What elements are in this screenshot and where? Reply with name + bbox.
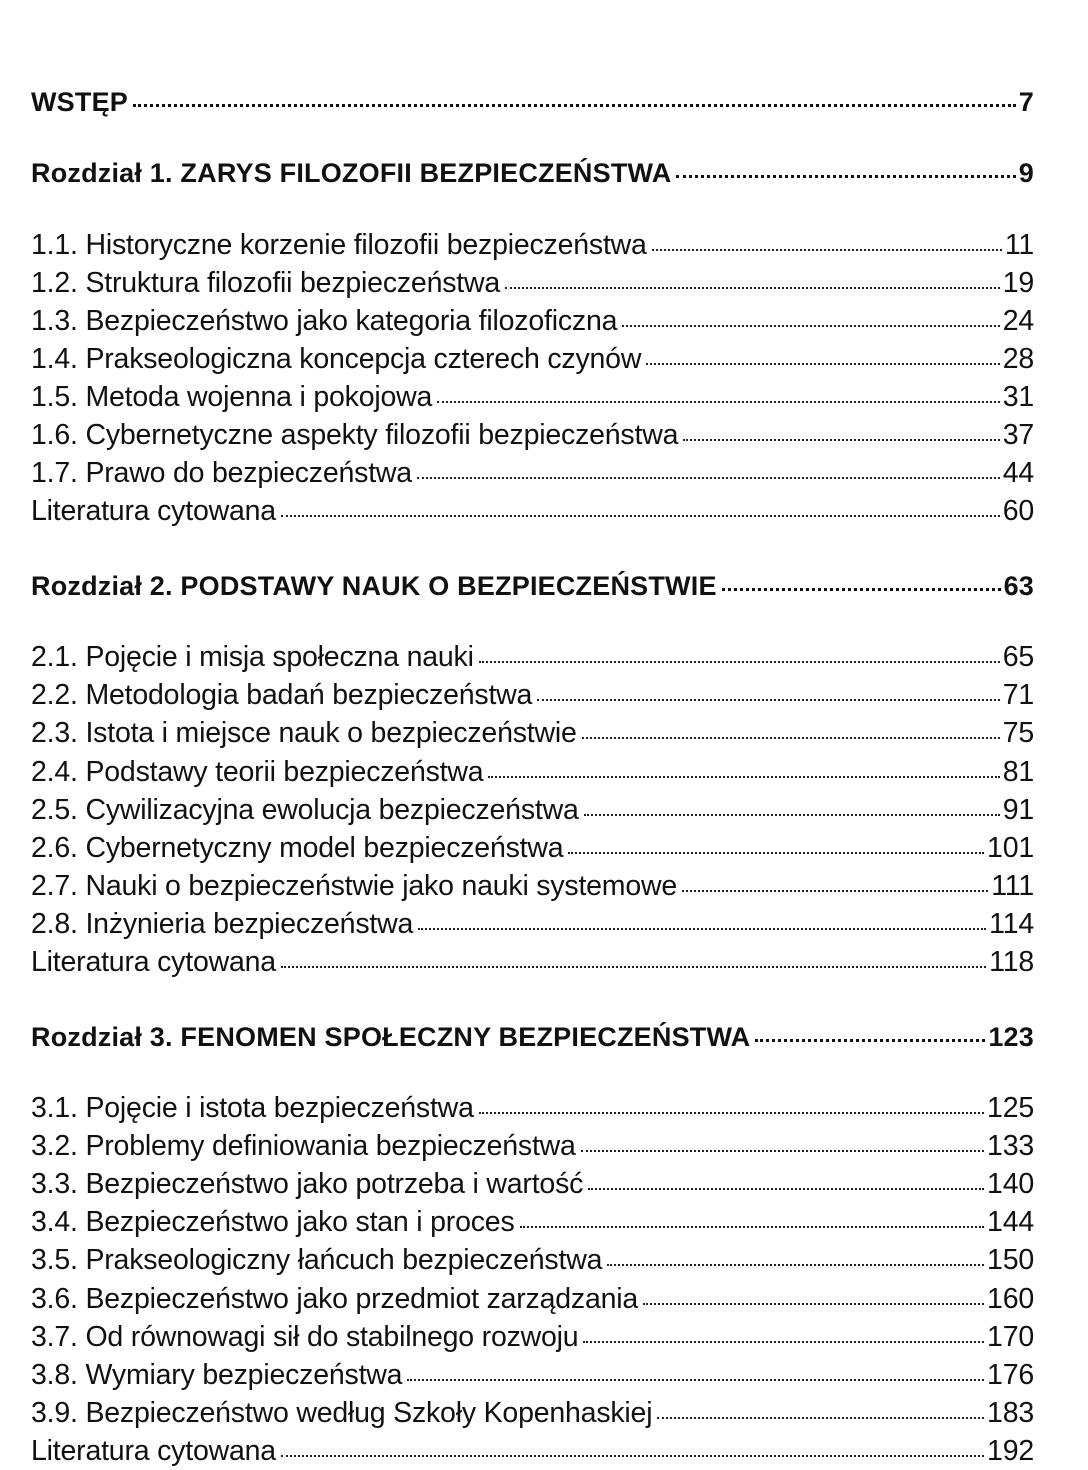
toc-page-number: 60 — [1002, 495, 1034, 528]
toc-page-number: 24 — [1002, 304, 1034, 337]
toc-page-number: 101 — [987, 831, 1034, 864]
toc-entry — [31, 638, 1034, 676]
toc-entry-title: Literatura cytowana — [31, 946, 276, 978]
dot-leader — [583, 1317, 984, 1346]
toc-entry-title: 3.4. Bezpieczeństwo jako stan i proces — [31, 1206, 515, 1239]
dot-leader — [755, 1019, 985, 1046]
dot-leader — [646, 339, 999, 368]
toc-page-number: 170 — [987, 1320, 1034, 1353]
dot-leader — [584, 790, 1000, 819]
toc-page-number: 75 — [1002, 717, 1034, 750]
toc-page-number: 133 — [987, 1130, 1034, 1163]
toc-page-number: 91 — [1002, 793, 1034, 826]
toc-entry-title: 3.7. Od równowagi sił do stabilnego rozwoju — [31, 1320, 579, 1353]
toc-page-number: 183 — [987, 1396, 1034, 1429]
dot-leader — [722, 568, 1001, 595]
toc-entry-title: 2.7. Nauki o bezpieczeństwie jako nauki systemowe — [31, 869, 678, 902]
toc-page-number: 63 — [1003, 570, 1034, 601]
dot-leader — [683, 415, 999, 444]
toc-chapter-heading — [31, 1019, 1034, 1053]
toc-entry — [31, 339, 1034, 377]
toc-entry — [31, 904, 1034, 942]
toc-entry — [31, 790, 1034, 828]
toc-entry — [31, 225, 1034, 263]
toc-entry-title: 2.8. Inżynieria bezpieczeństwa — [31, 907, 414, 940]
toc-entry — [31, 415, 1034, 453]
toc-entry-title: 3.5. Prakseologiczny łańcuch bezpieczeństwa — [31, 1244, 603, 1277]
dot-leader — [537, 676, 999, 705]
toc-entry-title: 1.2. Struktura filozofii bezpieczeństwa — [31, 266, 501, 299]
toc-page-number: 144 — [987, 1206, 1034, 1239]
toc-entry — [31, 454, 1034, 492]
toc-entry — [31, 377, 1034, 415]
dot-leader — [479, 638, 1000, 667]
toc-entry — [31, 1127, 1034, 1165]
toc-entry-title: 2.1. Pojęcie i misja społeczna nauki — [31, 641, 474, 674]
toc-entry — [31, 1203, 1034, 1241]
toc-page-number: 11 — [1004, 228, 1034, 261]
toc-entry — [31, 492, 1034, 530]
toc-page-number: 150 — [987, 1244, 1034, 1277]
toc-page-number: 192 — [987, 1434, 1034, 1467]
toc-entry-title: 1.3. Bezpieczeństwo jako kategoria filozoficzna — [31, 304, 618, 337]
dot-leader — [607, 1241, 984, 1270]
dot-leader — [281, 492, 1000, 521]
toc-page-number: 111 — [991, 869, 1034, 902]
toc-entry-title: 3.2. Problemy definiowania bezpieczeństwa — [31, 1130, 576, 1163]
toc-entry-title: 2.2. Metodologia badań bezpieczeństwa — [31, 679, 533, 712]
toc-page-number: 140 — [987, 1168, 1034, 1201]
toc-entry-title: 1.5. Metoda wojenna i pokojowa — [31, 380, 433, 413]
dot-leader — [622, 301, 999, 330]
toc-page-number: 65 — [1002, 641, 1034, 674]
toc-page-number: 114 — [989, 907, 1034, 940]
toc-entry-title: 2.6. Cybernetyczny model bezpieczeństwa — [31, 831, 564, 864]
toc-page-number: 31 — [1002, 380, 1034, 413]
toc-entry — [31, 752, 1034, 790]
toc-page-number: 37 — [1002, 418, 1034, 451]
dot-leader — [418, 904, 986, 933]
toc-page-number: 19 — [1002, 266, 1034, 299]
dot-leader — [479, 1089, 984, 1118]
dot-leader — [407, 1355, 984, 1384]
toc-entry-title: Literatura cytowana — [31, 1434, 276, 1467]
dot-leader — [520, 1203, 985, 1232]
toc-heading-title: Rozdział 2. PODSTAWY NAUK O BEZPIECZEŃSTWIE — [31, 570, 717, 601]
toc-entry — [31, 1089, 1034, 1127]
toc-entry — [31, 1279, 1034, 1317]
dot-leader — [488, 752, 999, 781]
dot-leader — [568, 828, 984, 857]
toc-entry-title: 1.7. Prawo do bezpieczeństwa — [31, 457, 412, 490]
toc-page-number: 118 — [989, 946, 1034, 978]
toc-entry-title: 2.5. Cywilizacyjna ewolucja bezpieczeństwa — [31, 793, 579, 826]
toc-entry — [31, 866, 1034, 904]
toc-page-number: 81 — [1002, 755, 1034, 788]
toc-page-number: 125 — [987, 1092, 1034, 1125]
dot-leader — [582, 714, 1000, 743]
dot-leader — [682, 866, 988, 895]
dot-leader — [643, 1279, 984, 1308]
toc-page-number: 160 — [987, 1282, 1034, 1315]
toc-entry-title: 1.1. Historyczne korzenie filozofii bezpieczeństwa — [31, 228, 647, 261]
dot-leader — [437, 377, 1000, 406]
toc-heading-intro — [31, 84, 1034, 118]
toc-entry — [31, 301, 1034, 339]
dot-leader — [581, 1127, 984, 1156]
toc-entry-title: 3.6. Bezpieczeństwo jako przedmiot zarządzania — [31, 1282, 639, 1315]
toc-entry-title: 2.3. Istota i miejsce nauk o bezpieczeństwie — [31, 717, 577, 750]
toc-section-list — [31, 638, 1034, 981]
toc-page-number: 123 — [988, 1021, 1034, 1052]
dot-leader — [281, 943, 986, 972]
toc-entry — [31, 1393, 1034, 1431]
dot-leader — [281, 1431, 984, 1460]
toc-entry — [31, 1355, 1034, 1393]
toc-heading-title: Rozdział 1. ZARYS FILOZOFII BEZPIECZEŃSTWA — [31, 158, 672, 188]
toc-entry — [31, 676, 1034, 714]
toc-chapter-heading — [31, 568, 1034, 602]
toc-section-list — [31, 225, 1034, 530]
dot-leader — [657, 1393, 984, 1422]
toc-entry-title: 3.8. Wymiary bezpieczeństwa — [31, 1358, 403, 1391]
toc-entry-title: Literatura cytowana — [31, 495, 276, 528]
toc-entry-title: 3.3. Bezpieczeństwo jako potrzeba i wartość — [31, 1168, 584, 1201]
dot-leader — [652, 225, 1002, 254]
toc-entry — [31, 1165, 1034, 1203]
dot-leader — [505, 263, 1000, 292]
toc-entry-title: 1.4. Prakseologiczna koncepcja czterech czynów — [31, 342, 642, 375]
toc-entry-title: 2.4. Podstawy teorii bezpieczeństwa — [31, 755, 484, 788]
toc-heading-title: Rozdział 3. FENOMEN SPOŁECZNY BEZPIECZEŃSTWA — [31, 1021, 751, 1052]
toc-page-number: 9 — [1018, 158, 1034, 188]
table-of-contents — [31, 70, 1034, 1470]
toc-section-list — [31, 1089, 1034, 1470]
dot-leader — [588, 1165, 984, 1194]
toc-chapter-heading — [31, 155, 1034, 189]
toc-entry — [31, 943, 1034, 981]
toc-heading-title: WSTĘP — [31, 87, 129, 117]
toc-page-number: 44 — [1002, 457, 1034, 490]
toc-entry-title: 3.1. Pojęcie i istota bezpieczeństwa — [31, 1092, 474, 1125]
toc-entry-title: 1.6. Cybernetyczne aspekty filozofii bezpieczeństwa — [31, 418, 679, 451]
toc-entry — [31, 828, 1034, 866]
toc-entry — [31, 1317, 1034, 1355]
dot-leader — [417, 454, 1000, 483]
toc-entry — [31, 1241, 1034, 1279]
toc-page-number: 176 — [987, 1358, 1034, 1391]
toc-entry — [31, 1431, 1034, 1469]
toc-page-number: 7 — [1018, 87, 1034, 117]
dot-leader — [133, 84, 1016, 111]
toc-entry-title: 3.9. Bezpieczeństwo według Szkoły Kopenhaskiej — [31, 1396, 653, 1429]
toc-entry — [31, 714, 1034, 752]
toc-entry — [31, 263, 1034, 301]
dot-leader — [676, 155, 1015, 182]
toc-page-number: 71 — [1002, 679, 1034, 712]
toc-page-number: 28 — [1002, 342, 1034, 375]
